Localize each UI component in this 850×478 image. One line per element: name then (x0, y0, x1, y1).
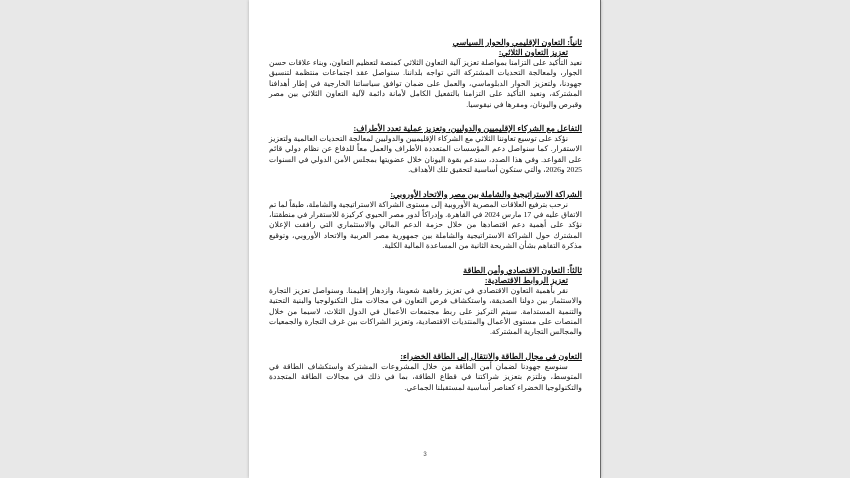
section-heading-regional-cooperation: ثانياً: التعاون الإقليمي والحوار السياسي (452, 38, 582, 47)
document-page (249, 0, 601, 478)
paragraph-trilateral-cooperation: نعيد التأكيد على التزامنا بمواصلة تعزيز آلية التعاون الثلاثي كمنصة لتعظيم التعاون، وبناء علاقات حسن الجوار، ولمعالجة التحديات المشتركة التي تواجه بلداننا. سنواصل عقد اجتماعات منتظمة لتنسيق جهودنا، ولتعزيز الحوار الدبلوماسي، والعمل على ضمان توافق سياساتنا الخارجية في إطار أهدافنا المشتركة، ونعيد التأكيد على التزامنا بالتفعيل الكامل لأمانة دائمة لآلية التعاون الثلاثي بين مصر وقبرص واليونان، ومقرها في نيقوسيا. (269, 58, 582, 109)
section-heading-economic-energy: ثالثاً: التعاون الاقتصادي وأمن الطاقة (463, 265, 582, 275)
viewer-page-divider (600, 0, 601, 478)
paragraph-egypt-eu-partnership: نرحب بترفيع العلاقات المصرية الأوروبية إلى مستوى الشراكة الاستراتيجية والشاملة، طبقاً لما تم الاتفاق عليه في 17 مارس 2024 في القاهرة. وإدراكاً لدور مصر الحيوي كركيزة للاستقرار في منطقتنا، نؤكد على أهمية دعم اقتصادها من خلال حزمة الدعم المالي والاستثماري التي رافقت الإعلان المشترك حول الشراكة الاستراتيجية والشاملة بين جمهورية مصر العربية والاتحاد الأوروبي، وتوقيع مذكرة التفاهم بشأن الشريحة الثانية من المساعدة المالية الكلية. (269, 199, 583, 251)
heading-regional-international-partners: التفاعل مع الشركاء الإقليميين والدوليين، وتعزيز عملية تعدد الأطراف: (353, 124, 582, 134)
document-body (269, 38, 582, 393)
subheading-economic-ties: تعزيز الروابط الاقتصادية: (484, 275, 568, 285)
paragraph-regional-international-partners: نؤكد على توسيع تعاوننا الثلاثي مع الشركاء الإقليميين والدوليين لمعالجة التحديات العالمية ولتعزيز الاستقرار. كما سنواصل دعم المؤسسات المتعددة الأطراف والعمل معاً للدفاع عن نظام دولي قائم على القواعد. وفي هذا الصدد، سندعم بقوة اليونان خلال عضويتها بمجلس الأمن الدولي في السنوات 2025 و2026، والتي ستكون أساسية لتحقيق تلك الأهداف. (269, 134, 582, 175)
page-number: 3 (423, 452, 427, 458)
heading-egypt-eu-partnership: الشراكة الاستراتيجية والشاملة بين مصر والاتحاد الأوروبي: (390, 189, 582, 199)
paragraph-economic-ties: نقر بأهمية التعاون الاقتصادي في تعزيز رفاهية شعوبنا، وازدهار إقليمنا. وسنواصل تعزيز التجارة والاستثمار بين دولنا الصديقة، واستكشاف فرص التعاون في مجالات مثل التكنولوجيا والبنية التحتية والتنمية المستدامة. سيتم التركيز على ربط مجتمعات الأعمال في الدول الثلاث، لاسيما من خلال المنصات على مستوى الأعمال والمنتديات الاقتصادية، وتعزيز الشراكات بين غرف التجارة والجمعيات والمجالس التجارية المشتركة. (269, 285, 582, 337)
heading-energy-cooperation: التعاون في مجال الطاقة والانتقال إلى الطاقة الخضراء: (400, 351, 582, 361)
subheading-trilateral-cooperation: تعزيز التعاون الثلاثي: (498, 48, 568, 57)
paragraph-energy-cooperation: سنوسع جهودنا لضمان أمن الطاقة من خلال المشروعات المشتركة واستكشاف الطاقة في المتوسط، ونلتزم بتعزيز شراكتنا في قطاع الطاقة، بما في ذلك في مجالات الطاقة المتجددة والتكنولوجيا الخضراء كعناصر أساسية لمستقبلنا الجماعي. (269, 361, 582, 392)
